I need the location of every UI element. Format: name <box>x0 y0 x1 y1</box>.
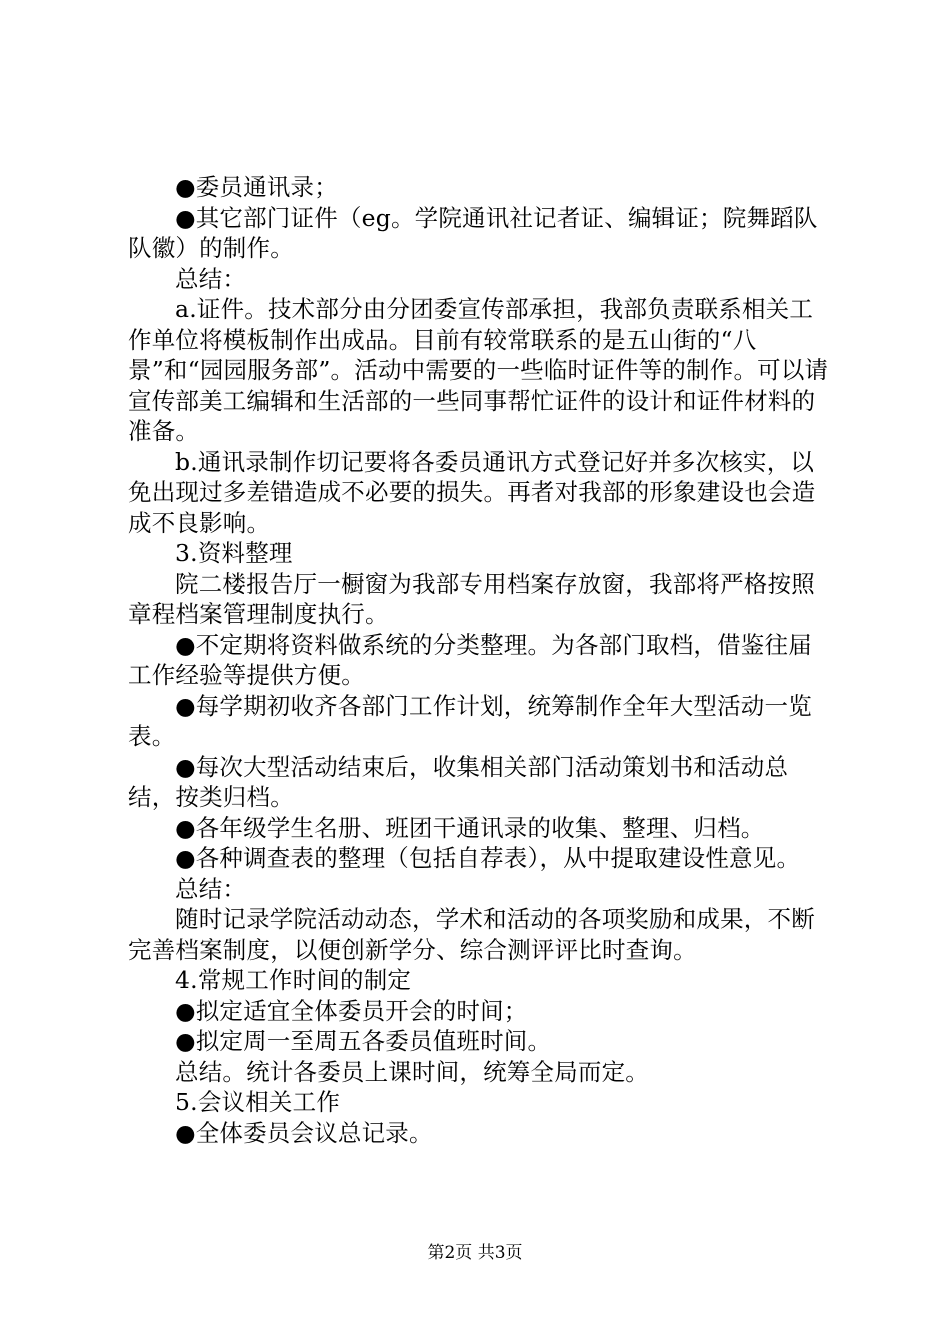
paragraph: 院二楼报告厅一橱窗为我部专用档案存放窗，我部将严格按照章程档案管理制度执行。 <box>128 569 815 628</box>
paragraph: ●每学期初收齐各部门工作计划，统筹制作全年大型活动一览表。 <box>128 691 812 750</box>
document-body <box>128 172 832 1148</box>
paragraph: 总结： <box>175 874 247 903</box>
paragraph: ●委员通讯录； <box>175 173 338 201</box>
paragraph: ●全体委员会议总记录。 <box>175 1118 433 1147</box>
paragraph: b.通讯录制作切记要将各委员通讯方式登记好并多次核实，以免出现过多差错造成不必要的损失。再者对我部的形象建设也会造成不良影响。 <box>128 447 816 537</box>
paragraph: 总结。统计各委员上课时间，统筹全局而定。 <box>175 1057 649 1086</box>
paragraph: 随时记录学院活动动态，学术和活动的各项奖励和成果，不断完善档案制度，以便创新学分、综合测评评比时查询。 <box>128 905 815 964</box>
page-number-footer: 第2页 共3页 <box>427 1243 523 1263</box>
paragraph: a.证件。技术部分由分团委宣传部承担，我部负责联系相关工作单位将模板制作出成品。目前有较常联系的是五山街的“八景”和“园园服务部”。活动中需要的一些临时证件等的制作。可以请宣传部美工编辑和生活部的一些同事帮忙证件的设计和证件材料的准备。 <box>128 295 829 445</box>
paragraph: 总结： <box>175 264 247 293</box>
paragraph: ●各种调查表的整理（包括自荐表），从中提取建设性意见。 <box>175 844 801 872</box>
paragraph: ●其它部门证件（eg。学院通讯社记者证、编辑证；院舞蹈队队徽）的制作。 <box>128 203 818 262</box>
paragraph: ●拟定周一至周五各委员值班时间。 <box>175 1027 552 1055</box>
section-heading: 5.会议相关工作 <box>175 1088 341 1116</box>
paragraph: ●各年级学生名册、班团干通讯录的收集、整理、归档。 <box>175 813 765 842</box>
paragraph: ●不定期将资料做系统的分类整理。为各部门取档，借鉴往届工作经验等提供方便。 <box>128 630 812 689</box>
section-heading: 4.常规工作时间的制定 <box>175 966 412 994</box>
paragraph: ●拟定适宜全体委员开会的时间； <box>175 996 528 1025</box>
section-heading: 3.资料整理 <box>175 539 293 567</box>
paragraph: ●每次大型活动结束后，收集相关部门活动策划书和活动总结，按类归档。 <box>128 752 789 811</box>
